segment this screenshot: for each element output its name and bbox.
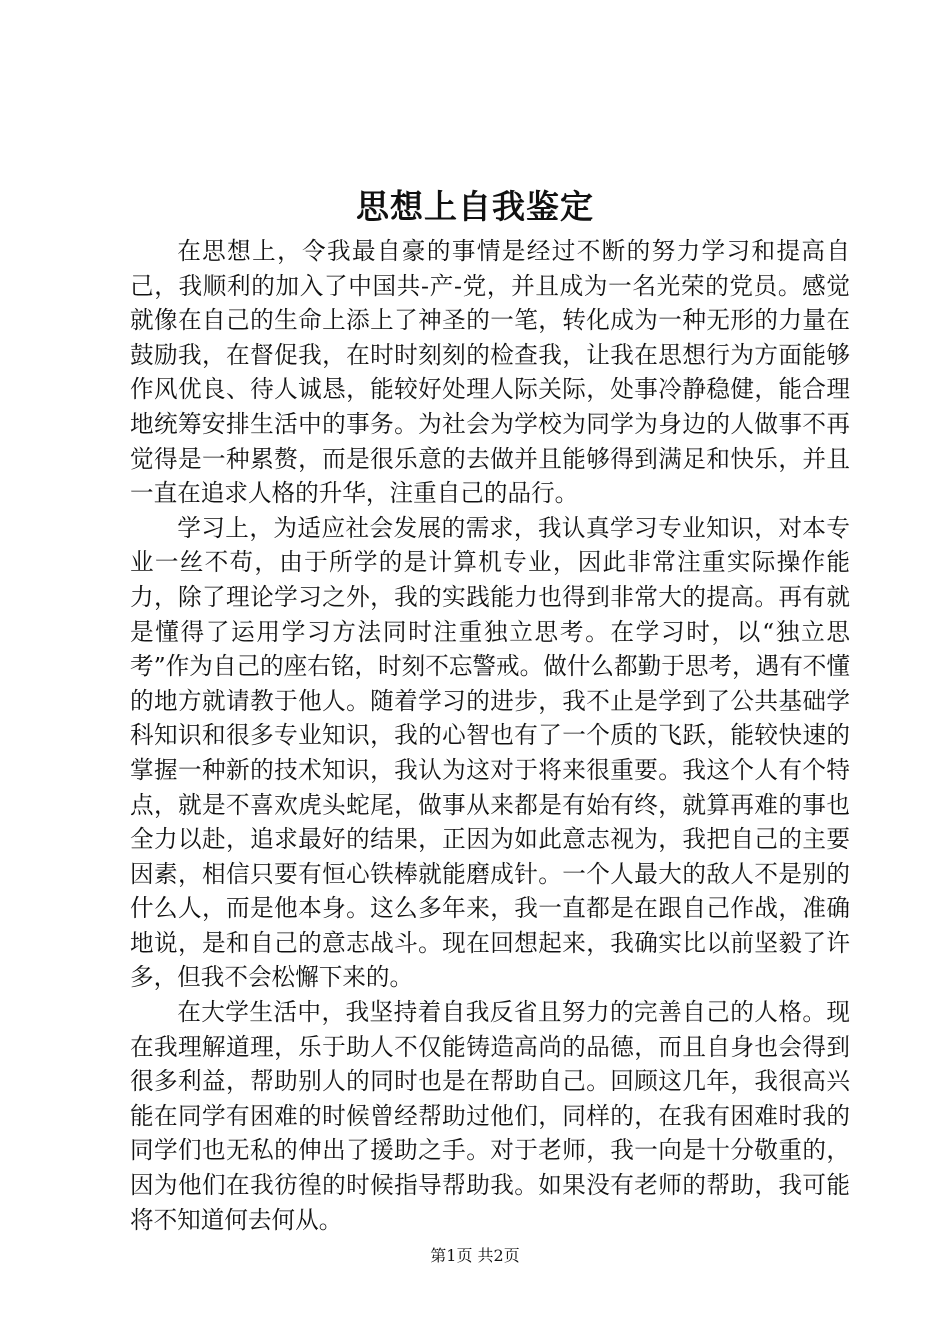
document-title: 思想上自我鉴定 bbox=[356, 187, 594, 226]
paragraph-ideology: 在思想上，令我最自豪的事情是经过不断的努力学习和提高自己，我顺利的加入了中国共-产-党，并且成为一名光荣的党员。感觉就像在自己的生命上添上了神圣的一笔，转化成为一种无形的力量在鼓励我，在督促我，在时时刻刻的检查我，让我在思想行为方面能够作风优良、待人诚恳，能较好处理人际关际，处事冷静稳健，能合理地统筹安排生活中的事务。为社会为学校为同学为身边的人做事不再觉得是一种累赘，而是很乐意的去做并且能够得到满足和快乐，并且一直在追求人格的升华，注重自己的品行。 bbox=[130, 237, 850, 508]
paragraph-college-life: 在大学生活中，我坚持着自我反省且努力的完善自己的人格。现在我理解道理，乐于助人不仅能铸造高尚的品德，而且自身也会得到很多利益，帮助别人的同时也是在帮助自己。回顾这几年，我很高兴能在同学有困难的时候曾经帮助过他们，同样的，在我有困难时我的同学们也无私的伸出了援助之手。对于老师，我一向是十分敬重的，因为他们在我彷徨的时候指导帮助我。如果没有老师的帮助，我可能将不知道何去何从。 bbox=[130, 998, 850, 1234]
document-body bbox=[130, 234, 850, 1237]
paragraph-study: 学习上，为适应社会发展的需求，我认真学习专业知识，对本专业一丝不苟，由于所学的是计算机专业，因此非常注重实际操作能力，除了理论学习之外，我的实践能力也得到非常大的提高。再有就是懂得了运用学习方法同时注重独立思考。在学习时，以“独立思考”作为自己的座右铭，时刻不忘警戒。做什么都勤于思考，遇有不懂的地方就请教于他人。随着学习的进步，我不止是学到了公共基础学科知识和很多专业知识，我的心智也有了一个质的飞跃，能较快速的掌握一种新的技术知识，我认为这对于将来很重要。我这个人有个特点，就是不喜欢虎头蛇尾，做事从来都是有始有终，就算再难的事也全力以赴，追求最好的结果，正因为如此意志视为，我把自己的主要因素，相信只要有恒心铁棒就能磨成针。一个人最大的敌人不是别的什么人，而是他本身。这么多年来，我一直都是在跟自己作战，准确地说，是和自己的意志战斗。现在回想起来，我确实比以前坚毅了许多，但我不会松懈下来的。 bbox=[130, 513, 850, 992]
page-number-footer: 第1页 共2页 bbox=[430, 1246, 520, 1265]
